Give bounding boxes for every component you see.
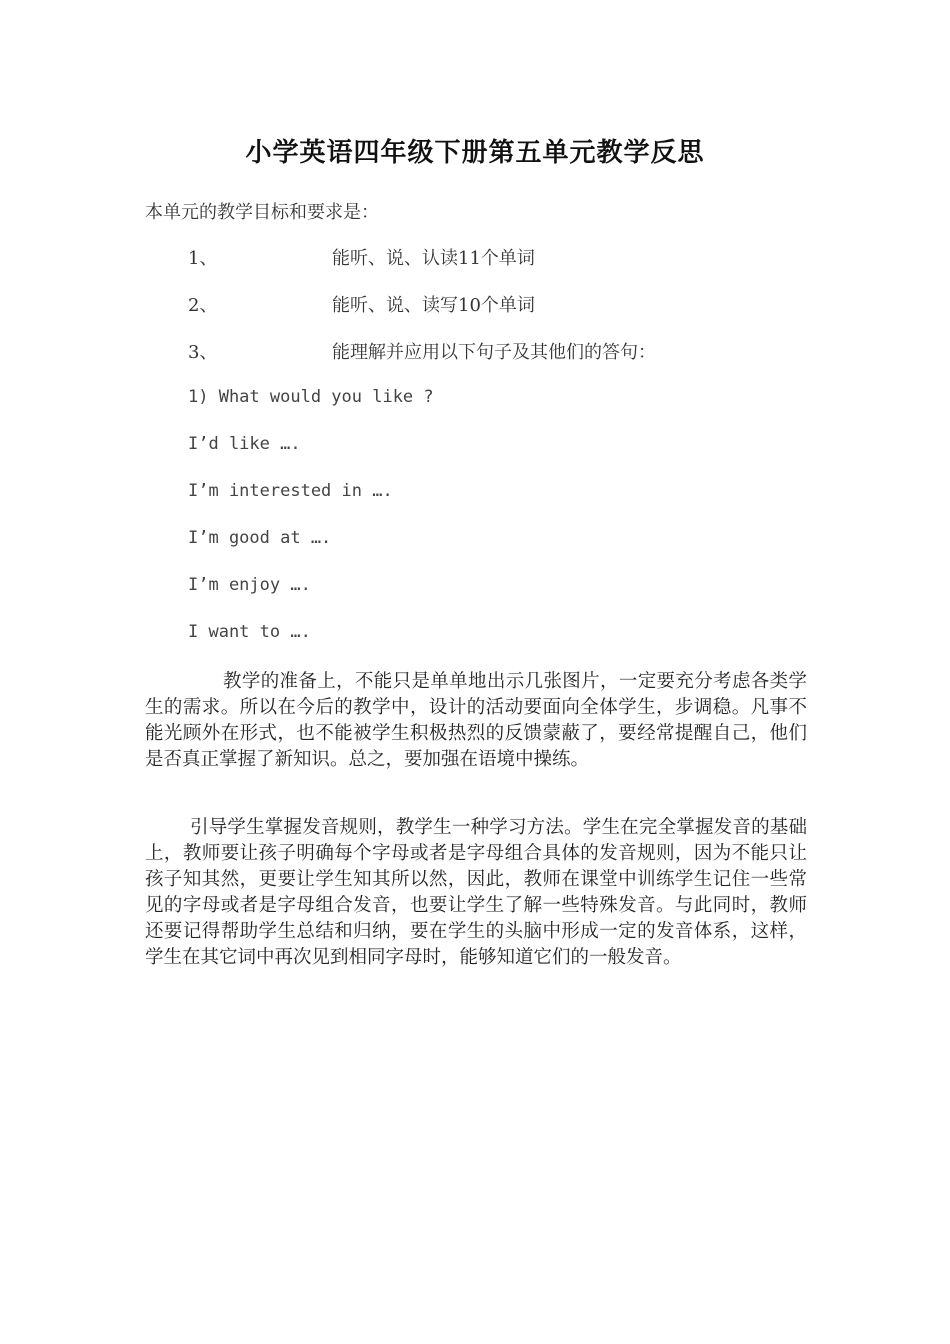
goal-item [188,338,656,364]
goal-text: 能听、说、读写10个单词 [332,295,535,316]
goal-item [188,244,535,270]
example-sentence: I’m enjoy …. [188,575,311,595]
goal-number: 3、 [188,342,218,363]
example-sentence: 1) What would you like ? [188,387,434,407]
goal-text: 能听、说、认读11个单词 [332,248,535,269]
goal-item [188,291,535,317]
example-sentence: I’m interested in …. [188,481,393,501]
body-paragraph: 引导学生掌握发音规则，教学生一种学习方法。学生在完全掌握发音的基础上，教师要让孩子明确每个字母或者是字母组合具体的发音规则，因为不能只让孩子知其然，更要让学生知其所以然，因此，教师在课堂中训练学生记住一些常见的字母或者是字母组合发音，也要让学生了解一些特殊发音。与此同时，教师还要记得帮助学生总结和归纳，要在学生的头脑中形成一定的发音体系，这样，学生在其它词中再次见到相同字母时，能够知道它们的一般发音。 [145,817,807,968]
example-sentence: I want to …. [188,622,311,642]
intro-text: 本单元的教学目标和要求是： [145,202,379,223]
body-paragraph: 教学的准备上，不能只是单单地出示几张图片，一定要充分考虑各类学生的需求。所以在今后的教学中，设计的活动要面向全体学生，步调稳。凡事不能光顾外在形式，也不能被学生积极热烈的反馈蒙蔽了，要经常提醒自己，他们是否真正掌握了新知识。总之，要加强在语境中操练。 [145,671,807,770]
example-sentence: I’m good at …. [188,528,332,548]
goal-number: 2、 [188,295,218,316]
goal-number: 1、 [188,248,218,269]
document-title: 小学英语四年级下册第五单元教学反思 [245,138,705,168]
goal-text: 能理解并应用以下句子及其他们的答句： [332,342,656,363]
example-sentence: I’d like …. [188,434,301,454]
